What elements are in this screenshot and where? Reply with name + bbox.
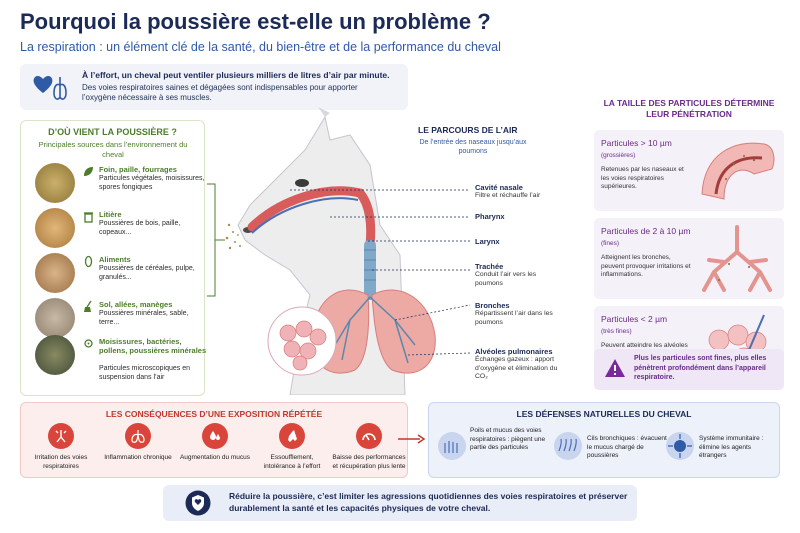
source-desc: Particules microscopiques en suspension dans l’air <box>99 365 191 381</box>
defense-item: Poils et mucus des voies respiratoires : piègent une partie des particules <box>437 427 547 473</box>
particle-size-panel <box>594 90 784 392</box>
page-subtitle: La respiration : un élément clé de la santé, du bien-être et de la performance du cheval <box>20 40 501 54</box>
source-desc: Poussières de céréales, pulpe, granulés... <box>99 265 195 281</box>
airway-label-bronchi: Bronches Répartissent l’air dans les poumons <box>475 301 553 326</box>
cilia-icon <box>553 431 583 461</box>
heart-lungs-icon <box>32 71 72 105</box>
shield-icon <box>185 490 211 516</box>
footer-banner <box>163 485 637 521</box>
airway-label-larynx: Larynx <box>475 237 500 246</box>
page-title: Pourquoi la poussière est-elle un problème ? <box>20 9 491 34</box>
source-name: Litière <box>99 210 122 219</box>
source-desc: Particules végétales, moisissures, spores fongiques <box>99 175 205 191</box>
feed-image <box>35 253 75 293</box>
lungs-icon <box>130 428 146 444</box>
source-name: Moisissures, bactéries, pollens, poussières minérales <box>99 337 207 355</box>
footer-text: Réduire la poussière, c’est limiter les agressions quotidiennes des voies respiratoires et préserver durablement la santé et les capacités physiques de votre cheval. <box>229 491 628 513</box>
airway-label-nasal-cavity: Cavité nasale Filtre et réchauffe l’air <box>475 183 541 199</box>
immune-cell-icon <box>665 431 695 461</box>
bronchi-illustration <box>694 222 780 295</box>
list-item <box>35 163 205 205</box>
dust-origin-panel <box>20 120 205 396</box>
drops-icon <box>207 428 223 444</box>
horse-head-icon <box>284 428 300 444</box>
particle-warning <box>594 349 784 390</box>
list-item <box>35 298 205 340</box>
source-desc: Poussières de bois, paille, copeaux... <box>99 220 181 236</box>
airway-irritation-icon <box>53 428 69 444</box>
defense-item: Système immunitaire : élimine les agents étrangers <box>665 427 777 473</box>
consequence-item: Essoufflement, intolérance à l’effort <box>254 423 330 471</box>
grain-icon <box>82 255 95 268</box>
source-desc: Poussières minérales, sable, terre... <box>99 310 189 326</box>
consequences-panel <box>20 402 408 478</box>
gauge-icon <box>361 428 377 444</box>
airway-label-pharynx: Pharynx <box>475 212 505 221</box>
source-name: Aliments <box>99 255 131 264</box>
source-name: Foin, paille, fourrages <box>99 165 177 174</box>
consequence-item: Baisse des performances et récupération plus lente <box>331 423 407 471</box>
defense-item: Cils bronchiques : évacuent le mucus chargé de poussières <box>553 427 663 473</box>
intro-line-1: À l’effort, un cheval peut ventiler plusieurs milliers de litres d’air par minute. <box>82 70 390 80</box>
mucus-hairs-icon <box>437 431 467 461</box>
defenses-title: LES DÉFENSES NATURELLES DU CHEVAL <box>516 409 692 419</box>
bin-icon <box>82 210 95 223</box>
airway-label-trachea: Trachée Conduit l’air vers les poumons <box>475 262 537 287</box>
airway-subtitle: De l’entrée des naseaux jusqu’aux poumons <box>419 139 527 155</box>
ground-image <box>35 298 75 338</box>
intro-line-2: Des voies respiratoires saines et dégagées sont indispensables pour apporter l’oxygène nécessaire à ses muscles. <box>82 83 358 102</box>
broom-icon <box>82 300 95 313</box>
airway-title: LE PARCOURS DE L’AIR <box>418 125 518 135</box>
bedding-image <box>35 208 75 248</box>
origin-subtitle: Principales sources dans l’environnement du cheval <box>38 140 188 159</box>
particle-card-fine: Particules de 2 à 10 µm (fines) Atteignent les bronches, peuvent provoquer irritations et inflammations. <box>594 218 784 299</box>
particle-card-coarse: Particules > 10 µm (grossières) Retenues par les naseaux et les voies respiratoires supérieures. <box>594 130 784 211</box>
consequences-title: LES CONSÉQUENCES D’UNE EXPOSITION RÉPÉTÉE <box>105 409 323 419</box>
arrow-right-icon <box>396 433 426 445</box>
warning-icon <box>604 358 626 378</box>
leaf-icon <box>82 165 95 178</box>
microbe-icon <box>82 337 95 350</box>
consequence-item: Irritation des voies respiratoires <box>23 423 99 471</box>
list-item <box>35 335 207 381</box>
warning-text: Plus les particules sont fines, plus elles pénètrent profondément dans l’appareil respiratoire. <box>634 355 767 381</box>
microparticles-image <box>35 335 75 375</box>
source-name: Sol, allées, manèges <box>99 300 173 309</box>
intro-box <box>20 64 408 110</box>
particles-title: LA TAILLE DES PARTICULES DÉTERMINE LEUR PÉNÉTRATION <box>603 98 775 119</box>
consequence-item: Augmentation du mucus <box>177 423 253 463</box>
origin-title: D’OÙ VIENT LA POUSSIÈRE ? <box>48 127 177 137</box>
consequence-item: Inflammation chronique <box>100 423 176 463</box>
list-item <box>35 208 205 250</box>
particle-card-ultrafine: Particules < 2 µm (très fines) Peuvent atteindre les alvéoles <box>594 306 784 387</box>
defenses-panel <box>428 402 780 478</box>
hay-image <box>35 163 75 203</box>
airway-label-alveoli: Alvéoles pulmonaires Échanges gazeux : apport d’oxygène et élimination du CO₂ <box>475 347 558 380</box>
list-item <box>35 253 205 295</box>
nasal-cavity-illustration <box>694 134 780 207</box>
